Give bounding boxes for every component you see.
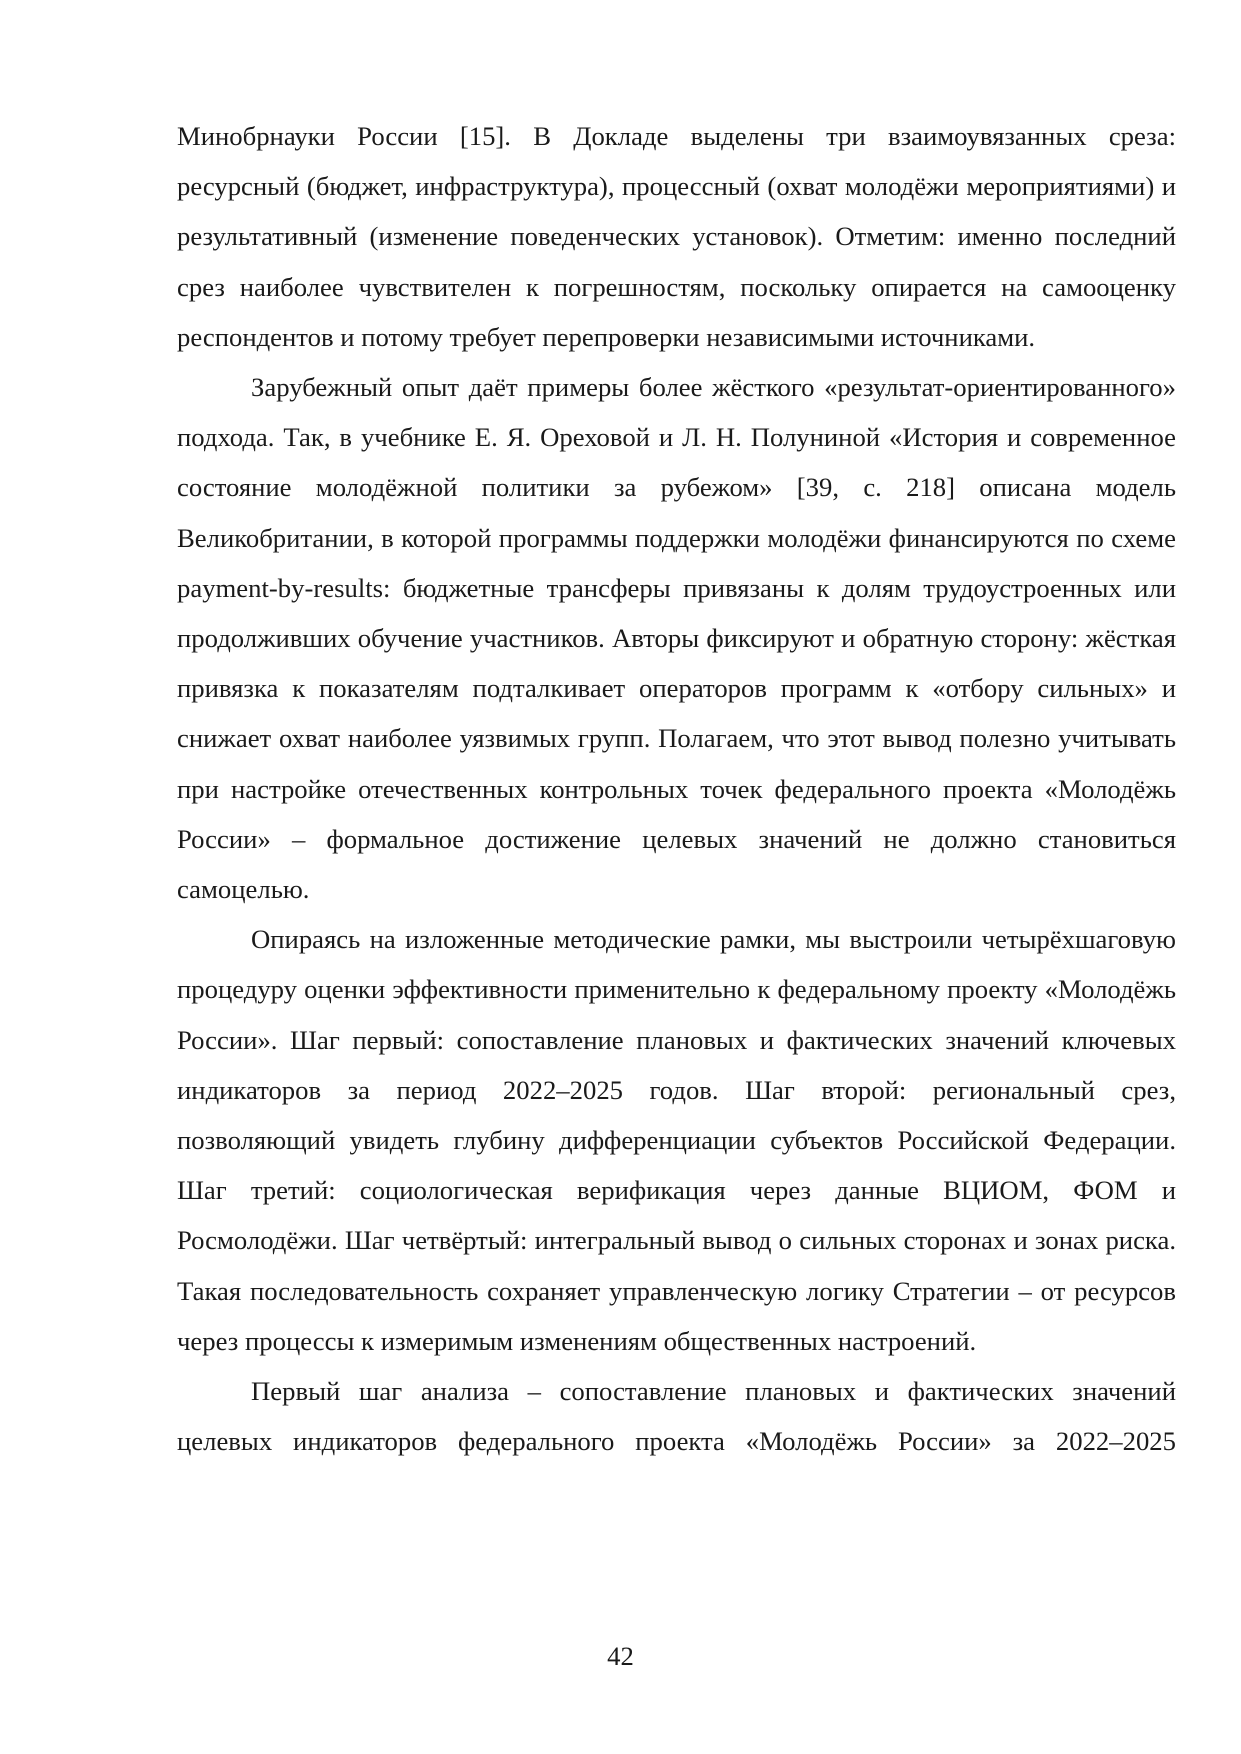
body-text	[177, 111, 1176, 1466]
paragraph-4: Первый шаг анализа – сопоставление плановых и фактических значений целевых индикаторов федерального проекта «Молодёжь России» за 2022–2025	[177, 1376, 1176, 1457]
paragraph-3: Опираясь на изложенные методические рамки, мы выстроили четырёхшаговую процедуру оценки эффективности применительно к федеральному проекту «Молодёжь России». Шаг первый: сопоставление плановых и фактических значений ключевых индикаторов за период 2022–2025 годов. Шаг второй: региональный срез, позволяющий увидеть глубину дифференциации субъектов Российской Федерации. Шаг третий: социологическая верификация через данные ВЦИОМ, ФОМ и Росмолодёжи. Шаг четвёртый: интегральный вывод о сильных сторонах и зонах риска. Такая последовательность сохраняет управленческую логику Стратегии – от ресурсов через процессы к измеримым изменениям общественных настроений.	[177, 924, 1176, 1356]
paragraph-1: Минобрнауки России [15]. В Докладе выделены три взаимоувязанных среза: ресурсный (бюджет, инфраструктура), процессный (охват молодёжи мероприятиями) и результативный (изменение поведенческих установок). Отметим: именно последний срез наиболее чувствителен к погрешностям, поскольку опирается на самооценку респондентов и потому требует перепроверки независимыми источниками.	[177, 121, 1176, 352]
page-number: 42	[607, 1641, 634, 1671]
paragraph-2: Зарубежный опыт даёт примеры более жёсткого «результат-ориентированного» подхода. Так, в учебнике Е. Я. Ореховой и Л. Н. Полуниной «История и современное состояние молодёжной политики за рубежом» [39, с. 218] описана модель Великобритании, в которой программы поддержки молодёжи финансируются по схеме payment-by-results: бюджетные трансферы привязаны к долям трудоустроенных или продолживших обучение участников. Авторы фиксируют и обратную сторону: жёсткая привязка к показателям подталкивает операторов программ к «отбору сильных» и снижает охват наиболее уязвимых групп. Полагаем, что этот вывод полезно учитывать при настройке отечественных контрольных точек федерального проекта «Молодёжь России» – формальное достижение целевых значений не должно становиться самоцелью.	[177, 372, 1176, 905]
